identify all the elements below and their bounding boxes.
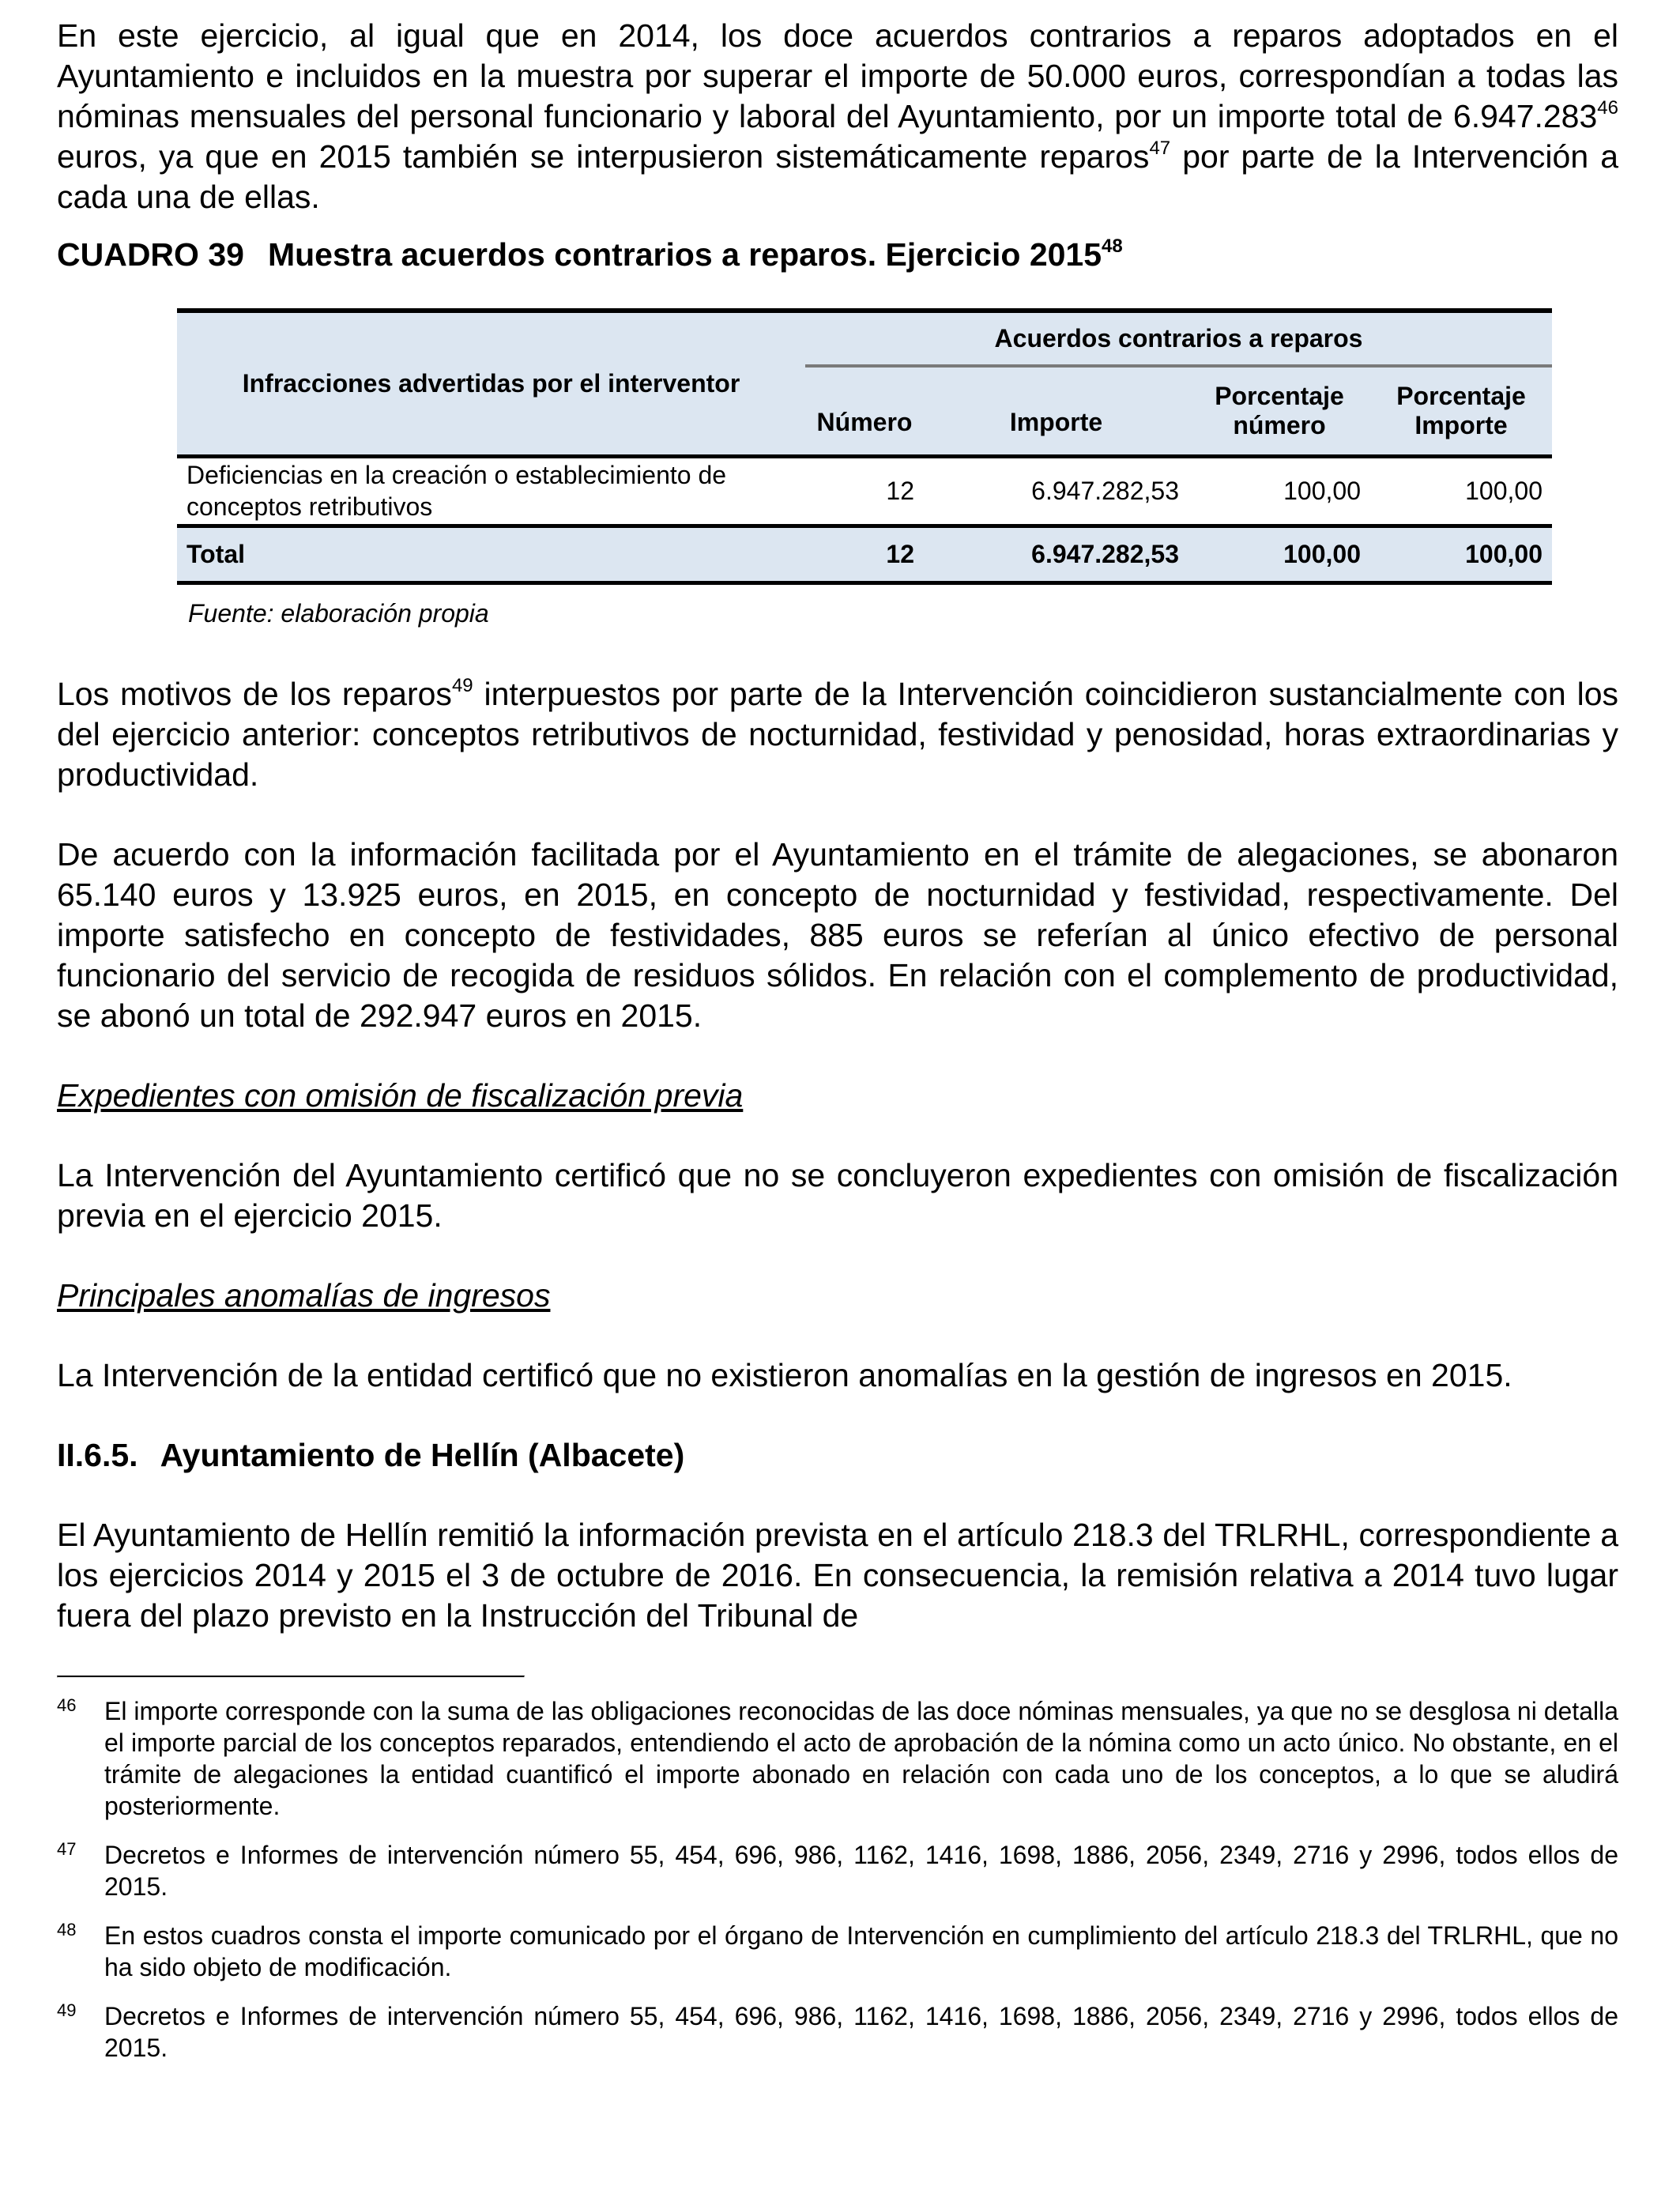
header-pct-numero-l1: Porcentaje	[1215, 381, 1344, 410]
footnote-ref-46[interactable]: 46	[1597, 97, 1618, 119]
footnote-text: El importe corresponde con la suma de las obligaciones reconocidas de las doce nóminas mensuales, ya que no se desglosa ni detalla el importe parcial de los conceptos reparados, entendiendo el acto de aprobación de la nómina como un acto único. No obstante, en el trámite de alegaciones la entidad cuantificó el importe abonado en relación con cada uno de los conceptos, a lo que se aludirá posteriormente.	[104, 1696, 1618, 1820]
footnote-46	[57, 1695, 1618, 1822]
total-label: Total	[177, 526, 805, 582]
total-pct-importe: 100,00	[1370, 526, 1552, 582]
row-label-l2: conceptos retributivos	[186, 492, 433, 521]
header-pct-importe	[1370, 366, 1552, 456]
row-pct-numero: 100,00	[1283, 476, 1361, 505]
para2-text-b: interpuestos por parte de la Intervención coincidieron sustancialmente con los del ejercicio anterior: conceptos retributivos de nocturnidad, festividad y penosidad, horas extraordinarias y productividad.	[57, 675, 1618, 793]
footnote-ref-47[interactable]: 47	[1149, 138, 1171, 159]
header-pct-importe-l2: Importe	[1414, 410, 1508, 439]
footnote-text: Decretos e Informes de intervención número 55, 454, 696, 986, 1162, 1416, 1698, 1886, 2056, 2349, 2716 y 2996, todos ellos de 2015.	[104, 1840, 1618, 1901]
row-label-l1: Deficiencias en la creación o establecimiento de	[186, 461, 727, 489]
footnote-number: 46	[57, 1695, 77, 1715]
section-code: II.6.5.	[57, 1436, 138, 1473]
header-numero: Número	[805, 366, 924, 456]
reparos-table	[177, 308, 1552, 585]
total-pct-numero: 100,00	[1188, 526, 1370, 582]
footnote-number: 49	[57, 2000, 77, 2020]
document-page	[57, 16, 1618, 2064]
header-importe: Importe	[924, 366, 1188, 456]
cuadro-number: CUADRO 39	[57, 236, 244, 273]
table-row	[177, 456, 1552, 526]
heading-omision-fiscalizacion: Expedientes con omisión de fiscalización previa	[57, 1076, 744, 1114]
cuadro-title-text: Muestra acuerdos contrarios a reparos. Ejercicio 2015	[267, 236, 1102, 273]
footnote-ref-49[interactable]: 49	[451, 674, 473, 696]
table-total-row	[177, 526, 1552, 582]
header-pct-numero-l2: número	[1233, 410, 1326, 439]
cuadro-table-wrapper	[177, 308, 1552, 628]
footnotes	[57, 1695, 1618, 2064]
paragraph-hellin: El Ayuntamiento de Hellín remitió la información prevista en el artículo 218.3 del TRLRHL, correspondiente a los ejercicios 2014 y 2015 el 3 de octubre de 2016. En consecuencia, la remisión relativa a 2014 tuvo lugar fuera del plazo previsto en la Instrucción del Tribunal de	[57, 1516, 1618, 1634]
paragraph-alegaciones: De acuerdo con la información facilitada por el Ayuntamiento en el trámite de alegaciones, se abonaron 65.140 euros y 13.925 euros, en 2015, en concepto de nocturnidad y festividad, respectivamente. Del importe satisfecho en concepto de festividades, 885 euros se referían al único efectivo de personal funcionario del servicio de recogida de residuos sólidos. En relación con el complemento de productividad, se abonó un total de 292.947 euros en 2015.	[57, 835, 1618, 1034]
row-numero: 12	[886, 476, 914, 505]
heading-anomalias-ingresos: Principales anomalías de ingresos	[57, 1276, 551, 1314]
paragraph-anomalias: La Intervención de la entidad certificó que no existieron anomalías en la gestión de ingresos en 2015.	[57, 1356, 1512, 1393]
footnote-separator	[57, 1676, 525, 1678]
total-importe: 6.947.282,53	[924, 526, 1188, 582]
header-pct-importe-l1: Porcentaje	[1396, 381, 1526, 410]
footnote-48	[57, 1920, 1618, 1983]
para1-text-a: En este ejercicio, al igual que en 2014, los doce acuerdos contrarios a reparos adoptados en el Ayuntamiento e incluidos en la muestra por superar el importe de 50.000 euros, correspondían a todas las nóminas mensuales del personal funcionario y laboral del Ayuntamiento, por un importe total de 6.947.283	[57, 17, 1618, 134]
cuadro-title	[57, 235, 1618, 275]
footnote-number: 48	[57, 1919, 77, 1940]
header-pct-numero	[1188, 366, 1370, 456]
table-source: Fuente: elaboración propia	[188, 598, 489, 628]
header-acuerdos-group: Acuerdos contrarios a reparos	[805, 311, 1552, 366]
paragraph-omision: La Intervención del Ayuntamiento certificó que no se concluyeron expedientes con omisión de fiscalización previa en el ejercicio 2015.	[57, 1156, 1618, 1234]
footnote-text: En estos cuadros consta el importe comunicado por el órgano de Intervención en cumplimiento del artículo 218.3 del TRLRHL, que no ha sido objeto de modificación.	[104, 1921, 1618, 1981]
para1-text-c: por parte de la Intervención a cada una de ellas.	[57, 138, 1619, 215]
para1-text-b: euros, ya que en 2015 también se interpusieron sistemáticamente reparos	[57, 138, 1150, 175]
row-importe: 6.947.282,53	[1031, 476, 1179, 505]
total-numero: 12	[805, 526, 924, 582]
footnote-ref-48[interactable]: 48	[1102, 236, 1123, 257]
section-title: Ayuntamiento de Hellín (Albacete)	[160, 1436, 685, 1473]
header-infracciones: Infracciones advertidas por el interventor	[177, 311, 805, 456]
paragraph-motivos	[57, 674, 1618, 795]
footnote-number: 47	[57, 1838, 77, 1859]
footnote-49	[57, 2000, 1618, 2064]
para2-text-a: Los motivos de los reparos	[57, 675, 452, 712]
footnote-text: Decretos e Informes de intervención número 55, 454, 696, 986, 1162, 1416, 1698, 1886, 2056, 2349, 2716 y 2996, todos ellos de 2015.	[104, 2001, 1618, 2062]
footnote-47	[57, 1839, 1618, 1902]
row-pct-importe: 100,00	[1465, 476, 1543, 505]
row-label	[177, 456, 805, 526]
section-heading	[57, 1435, 1618, 1476]
paragraph-nominas	[57, 16, 1618, 217]
